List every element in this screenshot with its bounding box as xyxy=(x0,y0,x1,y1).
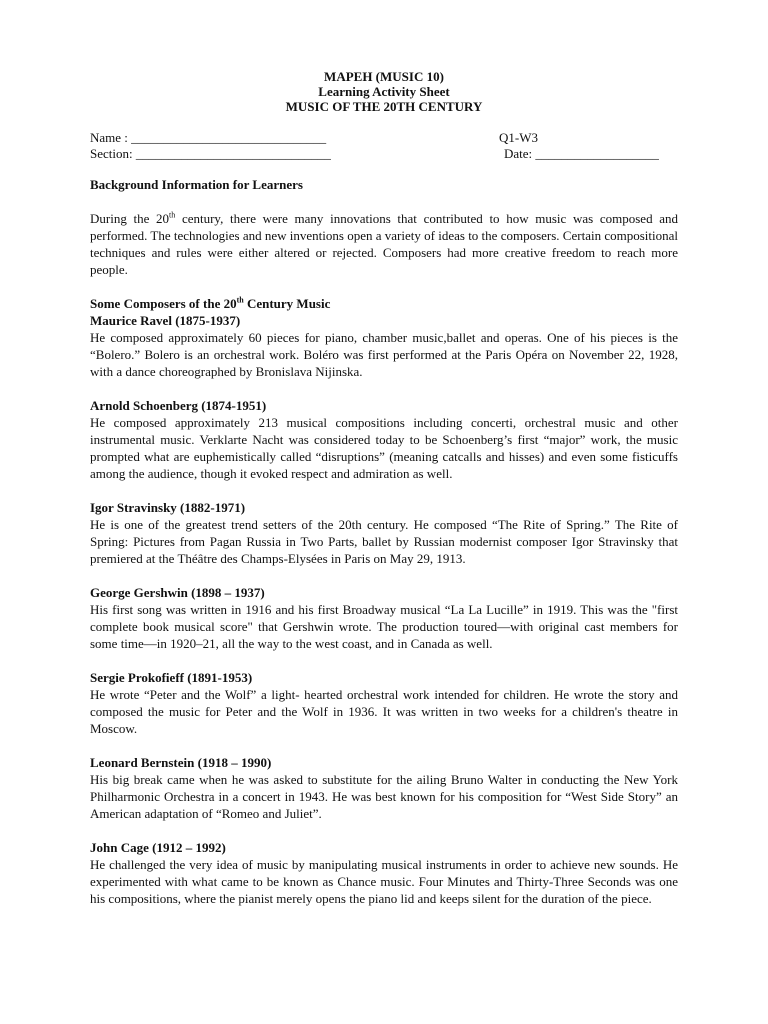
composer-name-prokofieff: Sergie Prokofieff (1891-1953) xyxy=(90,670,253,685)
composer-name-gershwin: George Gershwin (1898 – 1937) xyxy=(90,585,265,600)
composer-description-ravel: He composed approximately 60 pieces for piano, chamber music,ballet and operas. One of his pieces is the “Bolero.” Bolero is an orchestral work. Boléro was first performed at the Paris Opéra on November 22, 1928, with a dance choreographed by Bronislava Nijinska. xyxy=(90,330,678,379)
date-field[interactable]: Date: ___________________ xyxy=(504,146,659,161)
composers-heading: Some Composers of the 20th Century Music xyxy=(90,295,331,311)
title-block xyxy=(0,69,768,114)
composer-name-ravel: Maurice Ravel (1875-1937) xyxy=(90,313,241,328)
quarter-week-label: Q1-W3 xyxy=(499,130,538,145)
composer-name-bernstein: Leonard Bernstein (1918 – 1990) xyxy=(90,755,272,770)
composer-name-stravinsky: Igor Stravinsky (1882-1971) xyxy=(90,500,246,515)
background-heading: Background Information for Learners xyxy=(90,177,303,192)
name-row xyxy=(90,130,690,147)
composer-description-gershwin: His first song was written in 1916 and his first Broadway musical “La La Lucille” in 1919. This was the "first complete book musical score" that Gershwin wrote. The production toured—with original cast members for some time—in 1920–21, all the way to the west coast, and in Canada as well. xyxy=(90,602,678,651)
composer-description-stravinsky: He is one of the greatest trend setters of the 20th century. He composed “The Rite of Spring.” The Rite of Spring: Pictures from Pagan Russia in Two Parts, ballet by Russian modernist composer Igor Stravinsky that premiered at the Théâtre des Champs-Elysées in Paris on May 29, 1913. xyxy=(90,517,678,566)
composer-description-prokofieff: He wrote “Peter and the Wolf” a light- hearted orchestral work intended for children. He wrote the story and composed the music for Peter and the Wolf in 1936. It was written in two weeks for a children's theatre in Moscow. xyxy=(90,687,678,736)
document-subtitle: Learning Activity Sheet xyxy=(318,84,450,99)
section-row xyxy=(90,146,690,163)
main-content xyxy=(90,176,678,907)
section-field[interactable]: Section: ______________________________ xyxy=(90,146,331,161)
document-topic: MUSIC OF THE 20TH CENTURY xyxy=(285,99,483,114)
composer-name-cage: John Cage (1912 – 1992) xyxy=(90,840,226,855)
document-title: MAPEH (MUSIC 10) xyxy=(324,69,444,84)
composer-name-schoenberg: Arnold Schoenberg (1874-1951) xyxy=(90,398,267,413)
name-field[interactable]: Name : ______________________________ xyxy=(90,130,327,145)
composer-description-cage: He challenged the very idea of music by manipulating musical instruments in order to achieve new sounds. He experimented with what came to be known as Chance music. Four Minutes and Thirty-Three Seconds was one his compositions, where the pianist merely opens the piano lid and keeps silent for the duration of the piece. xyxy=(90,857,678,906)
composer-description-bernstein: His big break came when he was asked to substitute for the ailing Bruno Walter in conducting the New York Philharmonic Orchestra in a concert in 1943. He was best known for his composition for “West Side Story” an American adaptation of “Romeo and Juliet”. xyxy=(90,772,678,821)
background-text: During the 20th century, there were many innovations that contributed to how music was composed and performed. The technologies and new inventions open a variety of ideas to the composers. Certain compositional techniques and rules were either altered or rejected. Composers had more creative freedom to reach more people. xyxy=(90,210,679,277)
composer-description-schoenberg: He composed approximately 213 musical compositions including concerti, orchestral music and other instrumental music. Verklarte Nacht was considered today to be Schoenberg’s first “major” work, the music prompted what are euphemistically called “disruptions” (meaning catcalls and hisses) and even some fisticuffs among the audience, though it evoked respect and admiration as well. xyxy=(90,415,678,481)
